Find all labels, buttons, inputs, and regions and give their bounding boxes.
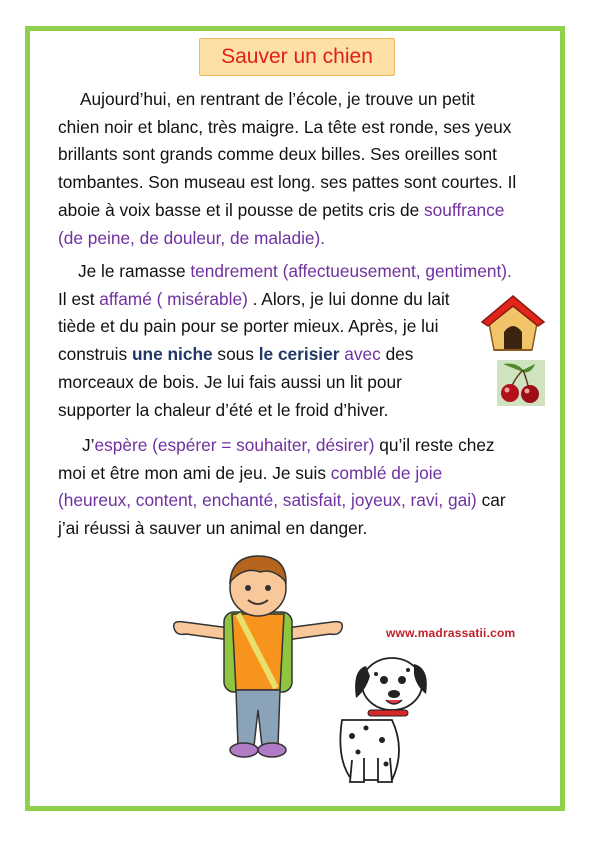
watermark-url: www.madrassatii.com [386,626,516,640]
p1-line-3: brillants sont grands comme deux billes. Ses oreilles sont [58,144,497,165]
p2-line-6: supporter la chaleur d’été et le froid d’hiver. [58,399,389,420]
page-title: Sauver un chien [199,38,395,76]
dalmatian-puppy-illustration [322,640,434,790]
keyword-cerisier: le cerisier [258,344,340,365]
p2-line-4-des: des [380,344,414,365]
doghouse-icon [480,292,546,354]
p2-line-2-rest: . Alors, je lui donne du lait [247,288,450,309]
p2-line-4-text: construis [58,344,132,365]
p1-line-6: (de peine, de douleur, de maladie). [58,227,326,248]
vocab-espere: espère (espérer = souhaiter, désirer) [94,435,375,455]
p3-line-2-text: moi et être mon ami de jeu. Je suis [58,462,331,483]
vocab-tendrement: tendrement (affectueusement, gentiment). [190,261,512,281]
p3-line-1-text: J’ [82,435,95,455]
p3-line-3-car: car [476,490,506,511]
p3-line-1-rest: qu’il reste chez [374,435,495,455]
p2-line-4-sous: sous [212,344,259,365]
p1-line-2: chien noir et blanc, très maigre. La tête est ronde, ses yeux [58,116,512,137]
p2-line-2-text: Il est [58,288,100,309]
paragraph-1 [58,86,556,252]
vocab-souffrance: souffrance [424,199,505,220]
vocab-comble: comblé de joie [330,462,443,483]
vocab-affame: affamé ( misérable) [99,288,248,309]
p2-line-5: morceaux de bois. Je lui fais aussi un lit pour [58,371,402,392]
p1-line-1: Aujourd’hui, en rentrant de l’école, je trouve un petit [80,89,475,109]
cherries-icon [497,360,545,406]
p2-line-3: tiède et du pain pour se porter mieux. Après, je lui [58,316,439,337]
p1-line-4: tombantes. Son museau est long. ses pattes sont courtes. Il [58,172,517,193]
paragraph-3 [58,432,556,543]
boy-illustration [168,550,348,770]
keyword-avec: avec [339,344,381,365]
vocab-synonyms: (heureux, content, enchanté, satisfait, joyeux, ravi, gai) [58,490,477,511]
p1-line-5: aboie à voix basse et il pousse de petits cris de [58,199,424,220]
p3-line-4: j’ai réussi à sauver un animal en danger. [58,518,368,539]
keyword-niche: une niche [131,344,213,365]
p2-line-1-text: Je le ramasse [78,261,191,281]
